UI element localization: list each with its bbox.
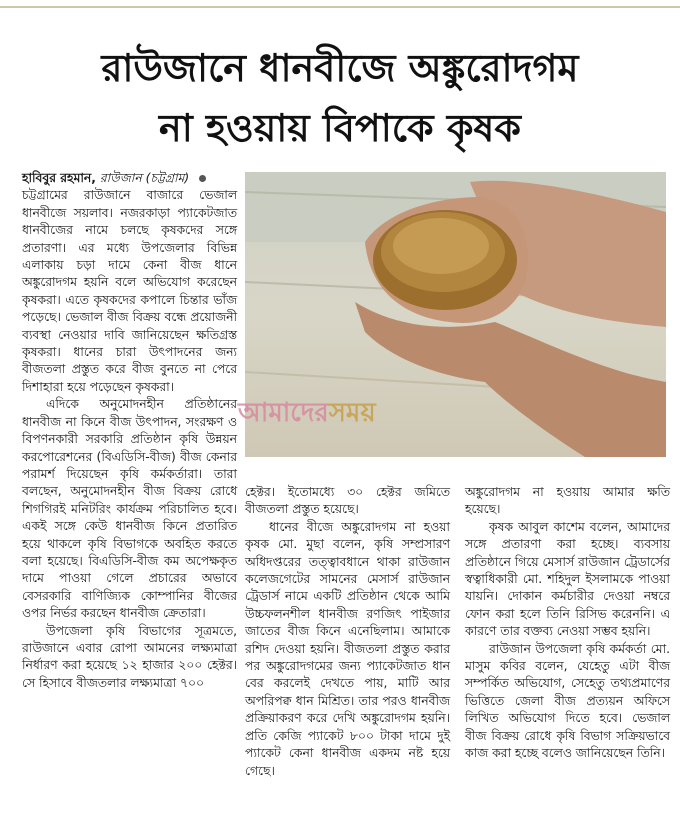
- column1-paragraph-1: চট্টগ্রামের রাউজানে বাজারে ভেজাল ধানবীজে সয়লাব। নজরকাড়া প্যাকেটজাত ধানবীজের নামে চলছে কৃষকদের সঙ্গে প্রতারণা। এর মধ্যে উপজেলার বিভিন্ন এলাকায় চড়া দামে কেনা বীজ ধানে অঙ্কুরোদগম হয়নি বলে অভিযোগ করেছেন কৃষকরা। এতে কৃষকদের কপালে চিন্তার ভাঁজ পড়েছে। ভেজাল বীজ বিক্রয় বন্ধে প্রয়োজনী ব্যবস্থা নেওয়ার দাবি জানিয়েছেন ক্ষতিগ্রস্ত কৃষকরা। ধানের চারা উৎপাদনের জন্য বীজতলা প্রস্তুত করে বীজ বুনতে না পেরে দিশাহারা হয়ে পড়েছেন কৃষকরা।: [22, 188, 237, 394]
- byline: [22, 170, 237, 187]
- article-column-3: [465, 484, 670, 763]
- byline-place: রাউজান (চট্টগ্রাম): [99, 171, 190, 185]
- watermark-part-1: আমাদের: [238, 398, 329, 428]
- headline-line-1: রাউজানে ধানবীজে অঙ্কুরোদগম: [101, 46, 579, 90]
- headline: [0, 38, 680, 158]
- column1-paragraph-2: এদিকে অনুমোদনহীন প্রতিষ্ঠানের ধানবীজ না কিনে বীজ উৎপাদন, সংরক্ষণ ও বিপণনকারী সরকারি প্রতিষ্ঠান কৃষি উন্নয়ন করপোরেশনের (বিএডিসি-বীজ) বীজ কেনার পরামর্শ দিয়েছেন কৃষি কর্মকর্তারা। তারা বলছেন, অনুমোদনহীন বীজ বিক্রয় রোধে শিগগিরই মনিটরিং কার্যক্রম পরিচালিত হবে। একই সঙ্গে কেউ ধানবীজ কিনে প্রতারিত হয়ে থাকলে কৃষি বিভাগকে অবহিত করতে বলা হয়েছে। বিএডিসি-বীজ কম অপেক্ষকৃত দামে পাওয়া গেলে প্রচারের অভাবে বেসরকারি বাণিজ্যিক কোম্পানির বীজের ওপর নির্ভর করছেন ধানবীজ ক্রেতারা।: [22, 397, 237, 621]
- bullet-icon: [199, 175, 206, 182]
- column3-paragraph-2: কৃষক আবুল কাশেম বলেন, আমাদের সঙ্গে প্রতারণা করা হচ্ছে। ব্যবসায় প্রতিষ্ঠানে গিয়ে মেসার্স রাউজান ট্রেডার্সের স্বত্বাধিকারী মো. শহিদুল ইসলামকে পাওয়া যায়নি। দোকান কর্মচারীর দেওয়া নম্বরে ফোন করা হলে তিনি রিসিভ করেননি। এ কারণে তার বক্তব্য নেওয়া সম্ভব হয়নি।: [465, 519, 670, 639]
- article-column-1: [22, 170, 237, 692]
- column2-paragraph-2: ধানের বীজে অঙ্কুরোদগম না হওয়া কৃষক মো. মুছা বলেন, কৃষি সম্প্রসারণ অধিদপ্তরের তত্ত্বাবধানে থাকা রাউজান কলেজগেটের সামনের মেসার্স রাউজান ট্রেডার্স নামে একটি প্রতিষ্ঠান থেকে আমি উচ্চফলনশীল ধানবীজ রণজিৎ পাইজার জাতের বীজ কিনে এনেছিলাম। আমাকে রশিদ দেওয়া হয়নি। বীজতলা প্রস্তুত করার পর অঙ্কুরোদগমের জন্য প্যাকেটজাত ধান বের করলেই দেখতে পায়, মাটি আর অপরিপক্ব ধান মিশ্রিত। তার পরও ধানবীজ প্রক্রিয়াকরণ করে দেখি অঙ্কুরোদগম হয়নি। প্রতি কেজি প্যাকেট ৮০০ টাকা দামে দুই প্যাকেট কেনা ধানবীজ একদম নষ্ট হয়ে গেছে।: [245, 519, 450, 778]
- headline-line-2: না হওয়ায় বিপাকে কৃষক: [159, 106, 521, 150]
- top-rule: [0, 6, 680, 8]
- watermark-part-2: সময়: [328, 398, 376, 428]
- column1-paragraph-3: উপজেলা কৃষি বিভাগের সূত্রমতে, রাউজানে এবার রোপা আমনের লক্ষ্যমাত্রা নির্ধারণ করা হয়েছে ১২ হাজার ২০০ হেক্টর। সে হিসাবে বীজতলার লক্ষ্যমাত্রা ৭০০: [22, 623, 237, 690]
- column3-paragraph-1: অঙ্কুরোদগম না হওয়ায় আমার ক্ষতি হয়েছে।: [465, 485, 670, 517]
- column2-paragraph-1: হেক্টর। ইতোমধ্যে ৩০ হেক্টর জমিতে বীজতলা প্রস্তুত হয়েছে।: [245, 485, 450, 517]
- byline-author: হাবিবুর রহমান,: [22, 171, 96, 185]
- watermark-logo: [238, 392, 376, 436]
- column3-paragraph-3: রাউজান উপজেলা কৃষি কর্মকর্তা মো. মাসুম কবির বলেন, যেহেতু এটা বীজ সম্পর্কিত অভিযোগ, সেহেতু তথ্যপ্রমাণের ভিত্তিতে জেলা বীজ প্রত্যয়ন অফিসে লিখিত অভিযোগ দিতে হবে। ভেজাল বীজ বিক্রয় রোধে কৃষি বিভাগ সক্রিয়ভাবে কাজ করা হচ্ছে বলেও জানিয়েছেন তিনি।: [465, 641, 670, 761]
- article-column-2: [245, 484, 450, 780]
